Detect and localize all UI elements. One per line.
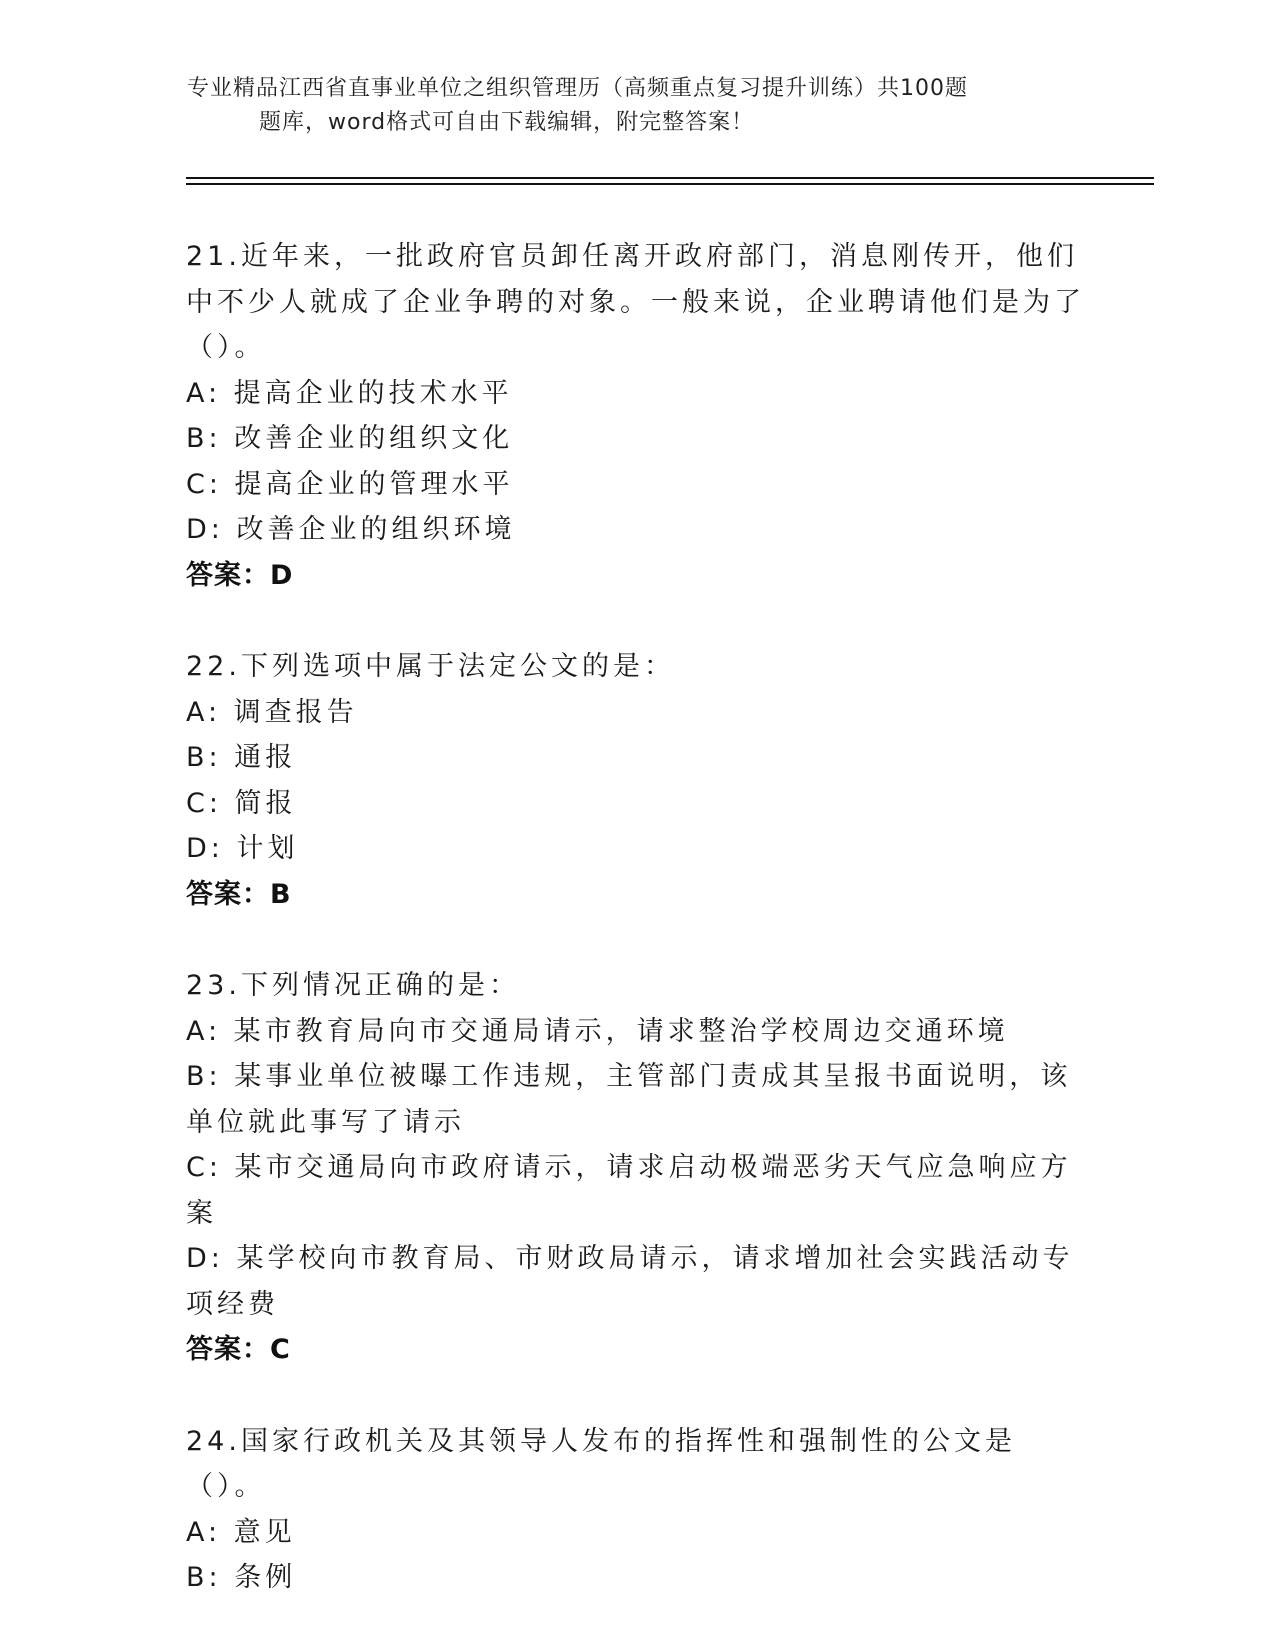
question-option: D: 某学校向市教育局、市财政局请示，请求增加社会实践活动专项经费: [186, 1243, 1074, 1320]
header-title-line2: 题库，word格式可自由下载编辑，附完整答案！: [259, 110, 755, 135]
question-stem: 21.近年来，一批政府官员卸任离开政府部门，消息刚传开，他们中不少人就成了企业争聘的对象。一般来说，企业聘请他们是为了（）。: [186, 241, 1085, 363]
question-option: D: 计划: [186, 833, 299, 864]
question-option: D: 改善企业的组织环境: [186, 514, 516, 545]
question-option: A: 提高企业的技术水平: [186, 377, 513, 409]
question-option: A: 意见: [186, 1516, 296, 1548]
question-item: [186, 1419, 1086, 1601]
header-title-line1: 专业精品江西省直事业单位之组织管理历（高频重点复习提升训练）共100题: [187, 76, 968, 101]
question-list: [186, 234, 1086, 1647]
question-option: C: 简报: [186, 787, 297, 819]
question-option: A: 某市教育局向市交通局请示，请求整治学校周边交通环境: [186, 1015, 1009, 1047]
question-option: B: 条例: [186, 1562, 297, 1593]
document-header: [187, 72, 1067, 140]
question-option: C: 某市交通局向市政府请示，请求启动极端恶劣天气应急响应方案: [186, 1152, 1072, 1229]
question-item: [186, 234, 1086, 598]
question-option: C: 提高企业的管理水平: [186, 468, 514, 500]
header-divider-bottom: [186, 183, 1154, 185]
question-item: [186, 963, 1086, 1373]
question-option: B: 某事业单位被曝工作违规，主管部门责成其呈报书面说明，该单位就此事写了请示: [186, 1061, 1072, 1138]
question-answer: 答案：B: [186, 878, 292, 910]
question-option: B: 通报: [186, 742, 297, 773]
question-answer: 答案：D: [186, 559, 294, 591]
question-stem: 23.下列情况正确的是：: [186, 970, 520, 1001]
question-stem: 22.下列选项中属于法定公文的是：: [186, 651, 675, 682]
question-option: A: 调查报告: [186, 696, 358, 728]
question-option: B: 改善企业的组织文化: [186, 423, 514, 454]
question-stem: 24.国家行政机关及其领导人发布的指挥性和强制性的公文是（）。: [186, 1425, 1016, 1502]
question-answer: 答案：C: [186, 1334, 291, 1365]
header-divider-top: [186, 177, 1154, 179]
question-item: [186, 644, 1086, 917]
